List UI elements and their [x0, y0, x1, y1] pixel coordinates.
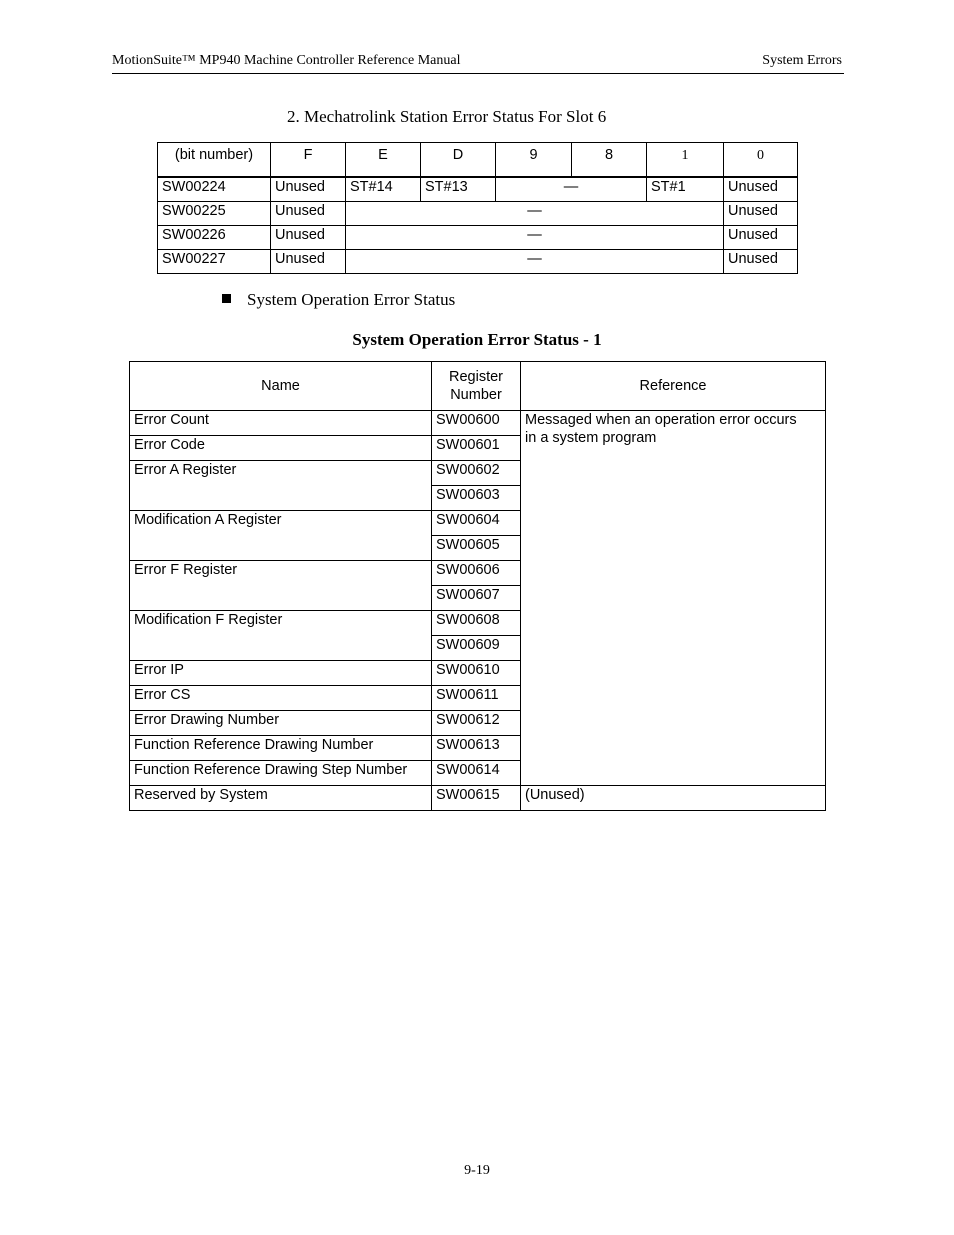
- slot-table-header-row: [158, 143, 798, 178]
- name-cell: Function Reference Drawing Step Number: [130, 761, 432, 786]
- register-cell: SW00601: [432, 436, 521, 461]
- register-cell: SW00614: [432, 761, 521, 786]
- ops-table-header-row: [130, 362, 826, 411]
- table-row: [130, 411, 826, 436]
- table-row: [158, 226, 798, 250]
- register-cell: SW00225: [158, 202, 271, 226]
- page-header: [112, 52, 844, 74]
- register-cell: SW00606: [432, 561, 521, 586]
- register-cell: SW00602: [432, 461, 521, 486]
- header-cell: E: [346, 143, 421, 178]
- bit-0-cell: Unused: [724, 226, 798, 250]
- header-reference: Reference: [521, 362, 826, 411]
- bit-0-cell: Unused: [724, 202, 798, 226]
- register-cell: SW00227: [158, 250, 271, 274]
- bit-0-cell: Unused: [724, 177, 798, 202]
- name-cell: Error A Register: [130, 461, 432, 511]
- header-name: Name: [130, 362, 432, 411]
- register-cell: SW00604: [432, 511, 521, 536]
- register-cell: SW00613: [432, 736, 521, 761]
- header-cell: 9: [496, 143, 572, 178]
- bit-e-cell: ST#14: [346, 177, 421, 202]
- bit-f-cell: Unused: [271, 226, 346, 250]
- section-bullet: [222, 290, 455, 310]
- register-cell: SW00600: [432, 411, 521, 436]
- header-cell: (bit number): [158, 143, 271, 178]
- header-cell: F: [271, 143, 346, 178]
- name-cell: Reserved by System: [130, 786, 432, 811]
- bit-0-cell: Unused: [724, 250, 798, 274]
- name-cell: Error Drawing Number: [130, 711, 432, 736]
- register-cell: SW00608: [432, 611, 521, 636]
- table-row: [130, 786, 826, 811]
- bit-d-cell: ST#13: [421, 177, 496, 202]
- bit-range-cell: —: [496, 177, 647, 202]
- bit-1-cell: ST#1: [647, 177, 724, 202]
- register-cell: SW00605: [432, 536, 521, 561]
- system-operation-error-table: [129, 361, 826, 811]
- register-cell: SW00612: [432, 711, 521, 736]
- header-cell: 0: [724, 143, 798, 178]
- bit-range-cell: —: [346, 250, 724, 274]
- name-cell: Error CS: [130, 686, 432, 711]
- bit-range-cell: —: [346, 226, 724, 250]
- name-cell: Modification A Register: [130, 511, 432, 561]
- register-cell: SW00610: [432, 661, 521, 686]
- register-cell: SW00226: [158, 226, 271, 250]
- table-row: [158, 202, 798, 226]
- reference-cell: Messaged when an operation error occurs in a system program: [521, 411, 826, 786]
- register-cell: SW00603: [432, 486, 521, 511]
- register-cell: SW00607: [432, 586, 521, 611]
- page-number: 9-19: [464, 1163, 490, 1178]
- register-cell: SW00609: [432, 636, 521, 661]
- register-cell: SW00611: [432, 686, 521, 711]
- table-row: [158, 177, 798, 202]
- bit-f-cell: Unused: [271, 177, 346, 202]
- bit-range-cell: —: [346, 202, 724, 226]
- table-row: [158, 250, 798, 274]
- name-cell: Error IP: [130, 661, 432, 686]
- name-cell: Error F Register: [130, 561, 432, 611]
- bullet-text: System Operation Error Status: [247, 290, 456, 309]
- name-cell: Error Count: [130, 411, 432, 436]
- header-section-title: System Errors: [762, 53, 842, 68]
- header-register-number: Register Number: [432, 362, 521, 411]
- bit-f-cell: Unused: [271, 202, 346, 226]
- slot-table-caption: 2. Mechatrolink Station Error Status For Slot 6: [287, 107, 607, 126]
- register-cell: SW00224: [158, 177, 271, 202]
- slot-error-status-table: [157, 142, 798, 274]
- header-manual-title: MotionSuite™ MP940 Machine Controller Reference Manual: [112, 53, 461, 68]
- header-cell: 1: [647, 143, 724, 178]
- register-cell: SW00615: [432, 786, 521, 811]
- reference-cell: (Unused): [521, 786, 826, 811]
- name-cell: Error Code: [130, 436, 432, 461]
- header-cell: 8: [572, 143, 647, 178]
- square-bullet-icon: [222, 294, 231, 303]
- name-cell: Function Reference Drawing Number: [130, 736, 432, 761]
- bit-f-cell: Unused: [271, 250, 346, 274]
- ops-table-caption: System Operation Error Status - 1: [352, 330, 602, 349]
- name-cell: Modification F Register: [130, 611, 432, 661]
- header-cell: D: [421, 143, 496, 178]
